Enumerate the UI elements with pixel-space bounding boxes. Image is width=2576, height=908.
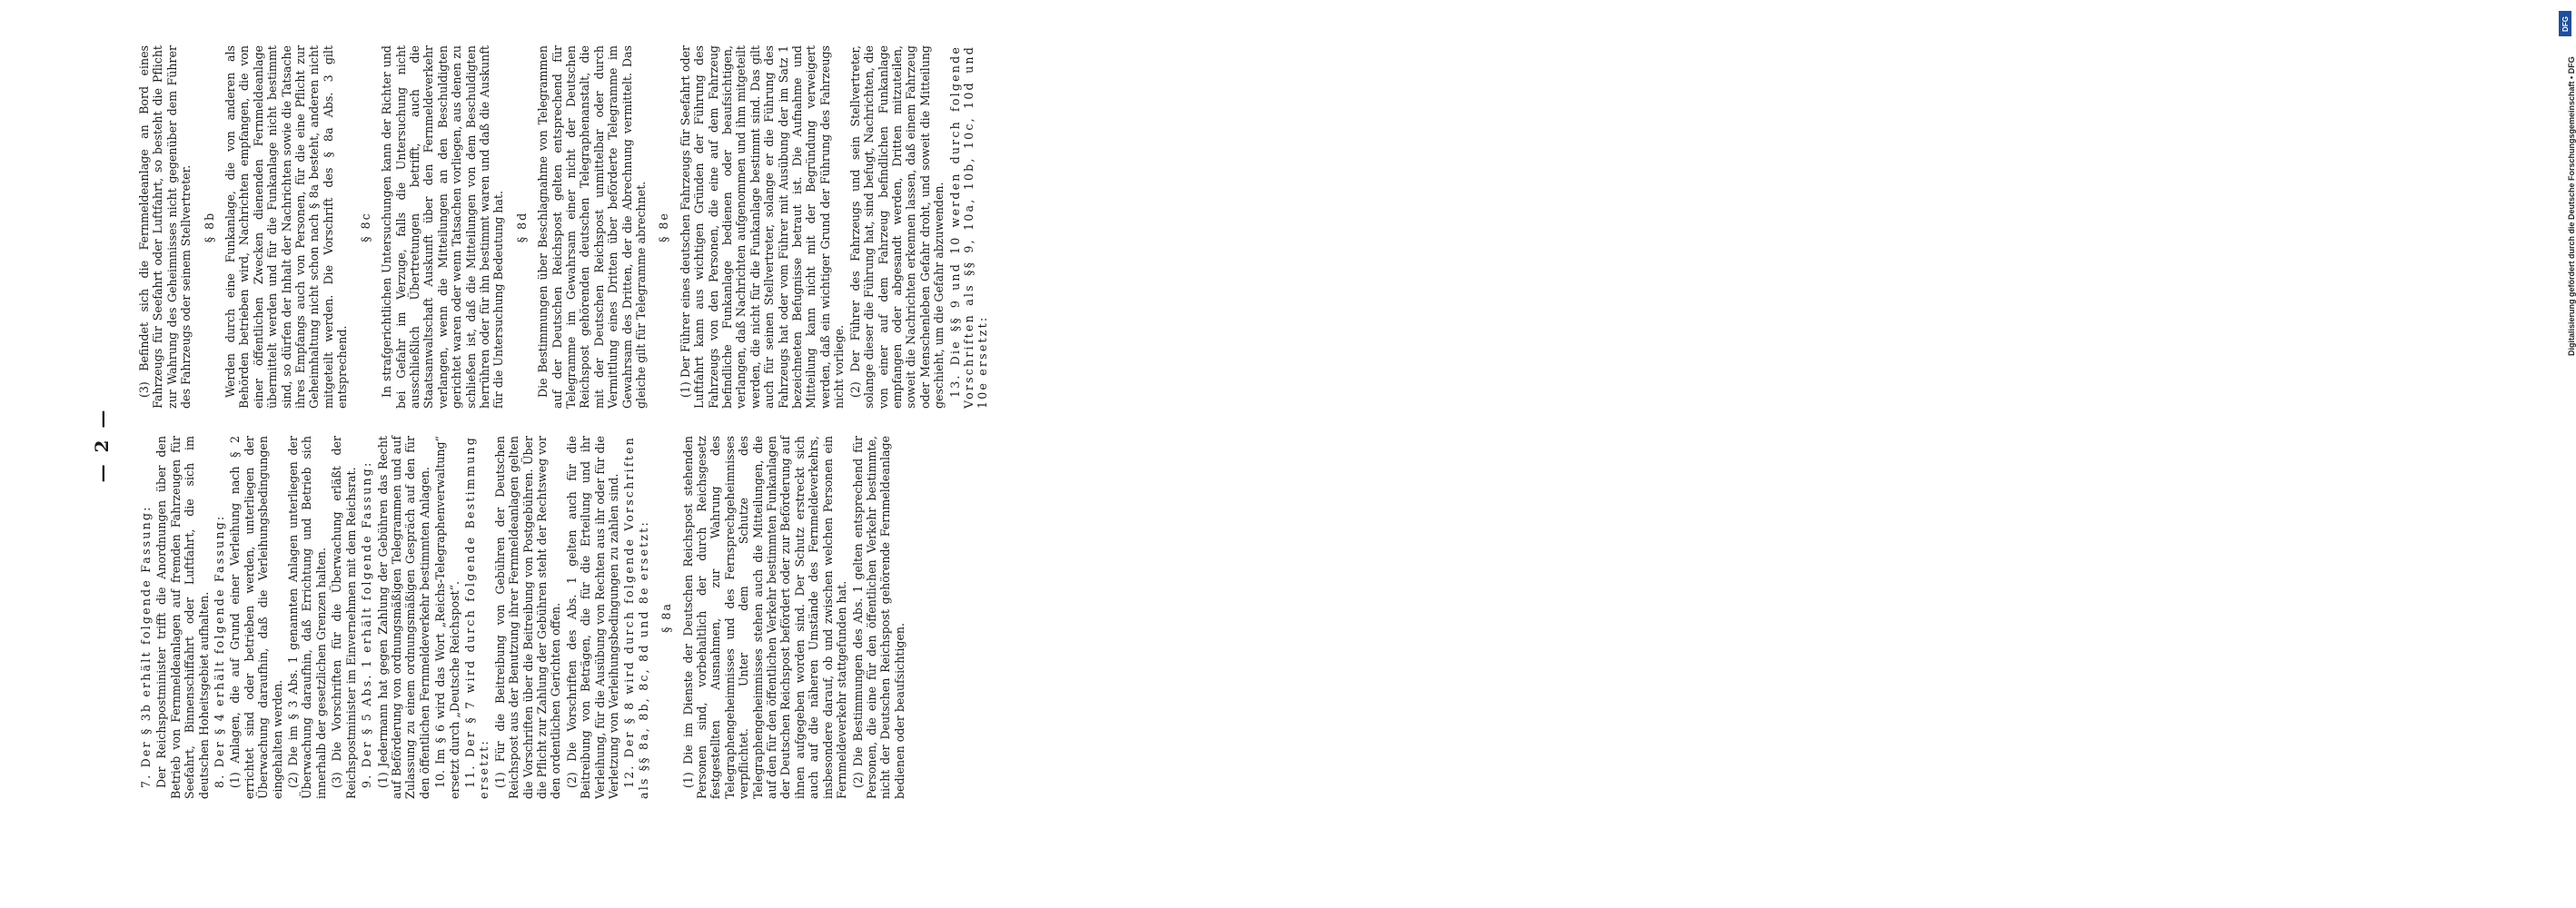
right-text-column — [137, 45, 992, 409]
paragraph: (2) Der Führer des Fahrzeugs und sein Stellvertreter, solange dieser die Führung hat, sind befugt, Nachrichten, die von einer auf dem Fahrzeug befindlichen Funkanlage empfangen oder abgesandt werden, Dritten mitzuteilen, soweit die Nachrichten erkennen lassen, daß einem Fahrzeug oder Menschenleben Gefahr droht, und soweit die Mitteilung geschieht, um die Gefahr abzuwenden. — [847, 45, 946, 409]
paragraph: (2) Die im § 3 Abs. 1 genannten Anlagen unterliegen der Überwachung daraufhin, daß Errichtung und Betrieb sich innerhalb der gesetzlichen Grenzen halten. — [286, 436, 328, 799]
page-number: — 2 — — [91, 407, 113, 483]
paragraph: (1) Jedermann hat gegen Zahlung der Gebühren das Recht auf Beförderung von ordnungsmäßigen Telegrammen und auf Zulassung zu einem ordnungsmäßigen Gespräch auf den für den öffentlichen Fernmeldeverkehr bestimmten Anlagen. — [375, 436, 431, 799]
section-heading: § 8e — [657, 212, 671, 242]
section-heading: § 8a — [659, 602, 674, 633]
amendment-clause: 13. Die §§ 9 und 10 werden durch folgende Vorschriften als §§ 9, 10a, 10b, 10c, 10d und 10e ersetzt: — [947, 45, 990, 409]
dfg-banner-text: Digitalisierung gefördert durch die Deutsche Forschungsgemeinschaft • DFG — [2567, 56, 2576, 356]
amendment-clause: 8. Der § 4 erhält folgende Fassung: — [213, 514, 227, 788]
dfg-banner — [1272, 0, 2576, 908]
paragraph: Der Reichspostminister trifft die Anordnungen über den Betrieb von Fernmeldeanlagen auf fremden Fahrzeugen für Seefahrt, Binnenschiffahrt oder Luftfahrt, die sich im deutschen Hoheitsgebiet aufhalten. — [154, 436, 211, 799]
paragraph: (2) Die Bestimmungen des Abs. 1 gelten entsprechend für Personen, die eine für den öffentlichen Verkehr bestimmte, nicht der Deutschen Reichspost gehörende Fernmeldeanlage bedienen oder beaufsichtigen. — [850, 436, 907, 799]
amendment-clause: 7. Der § 3b erhält folgende Fassung: — [139, 505, 153, 788]
rotated-document-page — [86, 36, 1185, 854]
paragraph: (2) Die Vorschriften des Abs. 1 gelten auch für die Beitreibung von Beträgen, die für die Erteilung und ihr Verleihung, für die Ausübung von Rechten aus ihr oder für die Verletzung von Verleihungsbedingungen zu zahlen sind. — [564, 436, 620, 799]
paragraph: In strafgerichtlichen Untersuchungen kann der Richter und bei Gefahr im Verzuge, falls die Untersuchung nicht ausschließlich Übertretungen betrifft, auch die Staatsanwaltschaft Auskunft über den Fernmeldeverkehr verlangen, wenn die Mitteilungen an den Beschuldigten gerichtet waren oder wenn Tatsachen vorliegen, aus denen zu schließen ist, daß die Mitteilungen von dem Beschuldigten herrühren oder für ihn bestimmt waren und daß die Auskunft für die Untersuchung Bedeutung hat. — [380, 45, 506, 409]
amendment-clause: 9. Der § 5 Abs. 1 erhält folgende Fassung: — [360, 460, 374, 788]
section-heading: § 8b — [202, 211, 216, 243]
paragraph: (1) Der Führer eines deutschen Fahrzeugs für Seefahrt oder Luftfahrt kann aus wichtigen Gründen der Führung des Fahrzeugs von den Personen, die eine auf dem Fahrzeug befindliche Funkanlage bedienen oder beaufsichtigen, verlangen, daß Nachrichten aufgenommen und ihm mitgeteilt werden, die nicht für die Funkanlage bestimmt sind. Das gilt auch für seinen Stellvertreter, solange er die Führung des Fahrzeugs hat oder vom Führer mit Ausübung der im Satz 1 bezeichneten Befugnisse betraut ist. Die Aufnahme und Mitteilung kann nicht mit der Begründung verweigert werden, daß ein wichtiger Grund der Führung des Fahrzeugs nicht vorliege. — [678, 45, 847, 409]
section-heading: § 8c — [358, 212, 372, 242]
dfg-logo: DFG — [2559, 11, 2571, 36]
amendment-clause: 12. Der § 8 wird durch folgende Vorschriften als §§ 8a, 8b, 8c, 8d und 8e ersetzt: — [622, 436, 650, 799]
section-heading: § 8d — [514, 211, 529, 243]
paragraph: Werden durch eine Funkanlage, die von anderen als Behörden betrieben wird, Nachrichten empfangen, die von einer öffentlichen Zwecken dienenden Fernmeldeanlage übermittelt werden und für die Funkanlage nicht bestimmt sind, so dürfen der Inhalt der Nachrichten sowie die Tatsache ihres Empfangs auch von Personen, für die eine Pflicht zur Geheimhaltung nicht schon nach § 8a besteht, anderen nicht mitgeteilt werden. Die Vorschrift des § 8a Abs. 3 gilt entsprechend. — [223, 45, 350, 409]
paragraph: (1) Die im Dienste der Deutschen Reichspost stehenden Personen sind, vorbehaltlich der durch Reichsgesetz festgestellten Ausnahmen, zur Wahrung des Telegraphengeheimnisses und des Fernsprechgeheimnisses verpflichtet. Unter dem Schutze des Telegraphengeheimnisses stehen auch die Mitteilungen, die auf den für den öffentlichen Verkehr bestimmten Funkanlagen der Deutschen Reichspost befördert oder zur Beförderung auf ihnen aufgegeben worden sind. Der Schutz erstreckt sich auch auf die näheren Umstände des Fernmeldeverkehrs, insbesondere darauf, ob und zwischen welchen Personen ein Fernmeldeverkehr stattgefunden hat. — [680, 436, 849, 799]
paragraph: 10. Im § 6 wird das Wort „Reichs-Telegraphenverwaltung“ ersetzt durch „Deutsche Reichspost“. — [433, 436, 461, 799]
paragraph: (1) Anlagen, die auf Grund einer Verleihung nach § 2 errichtet sind oder betrieben werden, unterliegen der Überwachung daraufhin, daß die Verleihungsbedingungen eingehalten werden. — [228, 436, 284, 799]
paragraph: Die Bestimmungen über Beschlagnahme von Telegrammen auf der Deutschen Reichspost gelten entsprechend für Telegramme im Gewahrsam einer nicht der Deutschen Reichspost gehörenden deutschen Telegraphenanstalt, die mit der Deutschen Reichspost unmittelbar oder durch Vermittlung eines Dritten über beförderte Telegramme im Gewahrsam des Dritten, der die Abrechnung vermittelt. Das gleiche gilt für Telegramme abrechnet. — [536, 45, 648, 409]
left-text-column — [137, 436, 908, 799]
amendment-clause: 11. Der § 7 wird durch folgende Bestimmung ersetzt: — [462, 436, 491, 799]
paragraph: (1) Für die Beitreibung von Gebühren der Deutschen Reichspost aus der Benutzung ihrer Fernmeldeanlagen gelten die Vorschriften über die Beitreibung von Postgebühren. Über die Pflicht zur Zahlung der Gebühren steht der Rechtsweg vor den ordentlichen Gerichten offen. — [492, 436, 563, 799]
paragraph: (3) Befindet sich die Fernmeldeanlage an Bord eines Fahrzeugs für Seefahrt oder Luftfahrt, so besteht die Pflicht zur Wahrung des Geheimnisses nicht gegenüber dem Führer des Fahrzeugs oder seinem Stellvertreter. — [137, 45, 193, 409]
paragraph: (3) Die Vorschriften für die Überwachung erläßt der Reichspostminister im Einvernehmen mit dem Reichsrat. — [330, 436, 358, 799]
